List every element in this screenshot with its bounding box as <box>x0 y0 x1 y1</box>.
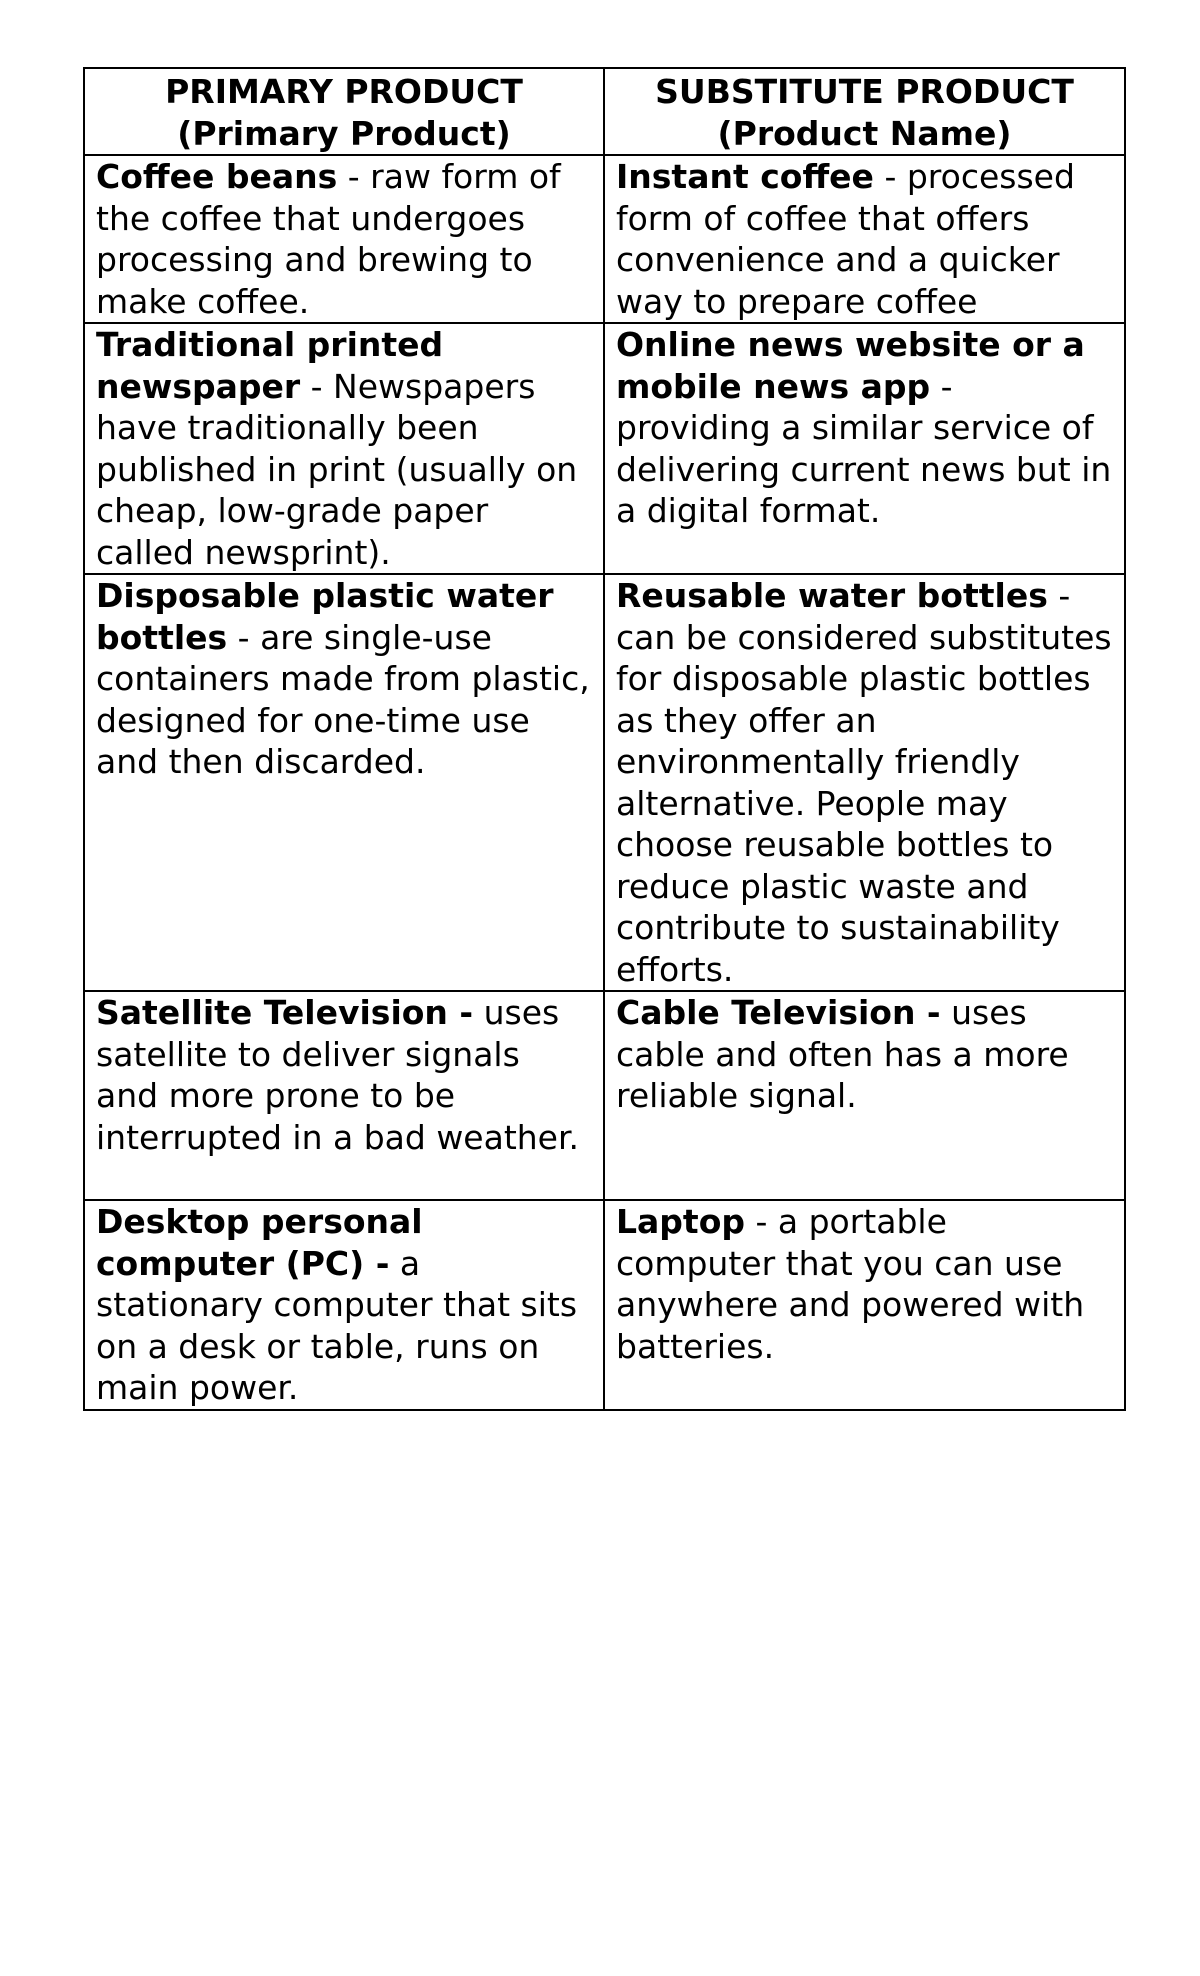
primary-product-description: - are single-use containers made from plastic, designed for one-time use and then discarded. <box>96 617 590 781</box>
primary-product-term: Coffee beans <box>96 157 338 196</box>
product-comparison-table <box>83 67 1126 1411</box>
table-row <box>84 155 1125 323</box>
primary-product-term: Desktop personal computer (PC) - <box>96 1202 423 1283</box>
primary-product-term: Disposable plastic water bottles <box>96 576 554 657</box>
primary-product-term: Satellite Television - <box>96 993 474 1032</box>
substitute-product-term: Laptop <box>616 1202 745 1241</box>
primary-product-description: uses satellite to deliver signals and more prone to be interrupted in a bad weather. <box>96 993 580 1157</box>
table-row <box>84 991 1125 1200</box>
primary-product-cell <box>84 323 604 574</box>
primary-product-cell <box>84 574 604 991</box>
substitute-product-description: - providing a similar service of delivering current news but in a digital format. <box>616 366 1112 530</box>
primary-product-description: - raw form of the coffee that undergoes processing and brewing to make coffee. <box>96 157 561 321</box>
header-primary-line1: PRIMARY PRODUCT <box>165 72 523 111</box>
substitute-product-term: Cable Television - <box>616 993 941 1032</box>
substitute-product-description: - processed form of coffee that offers convenience and a quicker way to prepare coffee <box>616 157 1075 321</box>
substitute-product-term: Online news website or a mobile news app <box>616 325 1085 406</box>
primary-product-description: - Newspapers have traditionally been published in print (usually on cheap, low-grade paper called newsprint). <box>96 366 578 572</box>
table-header-row <box>84 68 1125 155</box>
substitute-product-cell <box>604 155 1125 323</box>
primary-product-term: Traditional printed newspaper <box>96 325 444 406</box>
substitute-product-description: - a portable computer that you can use anywhere and powered with batteries. <box>616 1202 1085 1366</box>
substitute-product-cell <box>604 574 1125 991</box>
substitute-product-description: uses cable and often has a more reliable signal. <box>616 993 1069 1115</box>
substitute-product-term: Reusable water bottles <box>616 576 1048 615</box>
header-primary-product <box>84 68 604 155</box>
product-comparison-table-wrapper <box>83 67 1124 1411</box>
header-substitute-line2: (Product Name) <box>717 113 1012 153</box>
substitute-product-description: - can be considered substitutes for disposable plastic bottles as they offer an environmentally friendly alternative. People may choose reusable bottles to reduce plastic waste and contribute to sustainability efforts. <box>616 576 1112 989</box>
table-row <box>84 323 1125 574</box>
header-substitute-product <box>604 68 1125 155</box>
table-row <box>84 574 1125 991</box>
substitute-product-cell <box>604 323 1125 574</box>
substitute-product-cell <box>604 1200 1125 1410</box>
primary-product-cell <box>84 1200 604 1410</box>
substitute-product-cell <box>604 991 1125 1200</box>
header-primary-line2: (Primary Product) <box>177 113 511 153</box>
primary-product-description: a stationary computer that sits on a desk or table, runs on main power. <box>96 1243 578 1407</box>
substitute-product-term: Instant coffee <box>616 157 874 196</box>
primary-product-cell <box>84 155 604 323</box>
header-substitute-line1: SUBSTITUTE PRODUCT <box>655 72 1074 111</box>
table-row <box>84 1200 1125 1410</box>
primary-product-cell <box>84 991 604 1200</box>
